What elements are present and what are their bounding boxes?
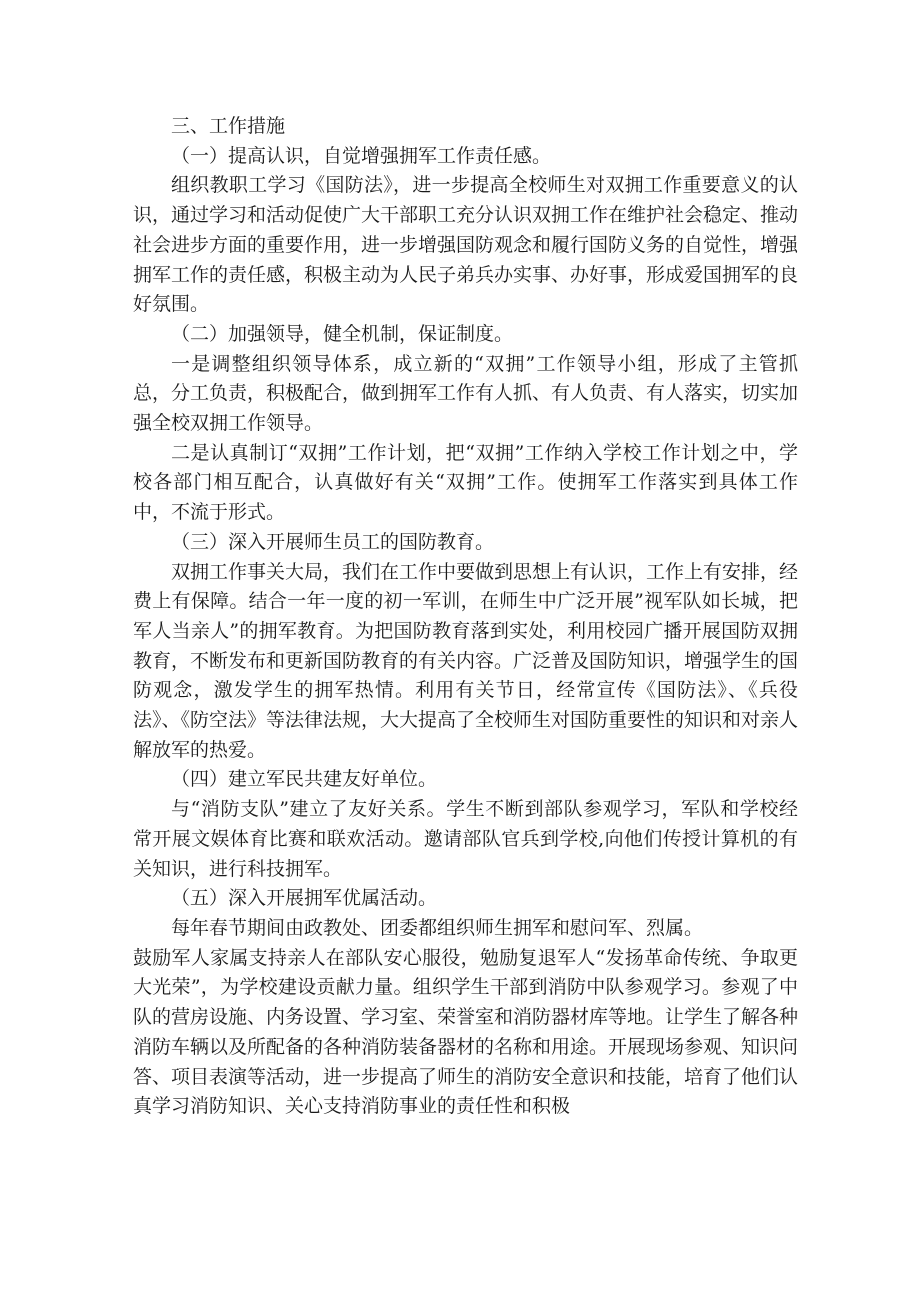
subheading-5: （五）深入开展拥军优属活动。 — [171, 887, 438, 910]
subheading-1: （一）提高认识，自觉增强拥军工作责任感。 — [171, 144, 552, 167]
section-heading: 三、工作措施 — [171, 115, 286, 137]
paragraph-5-1: 每年春节期间由政教处、团委都组织师生拥军和慰问军、烈属。 — [171, 916, 704, 939]
paragraph-1-1: 组织教职工学习《国防法》，进一步提高全校师生对双拥工作重要意义的认识，通过学习和活动促使广大干部职工充分认识双拥工作在维护社会稳定、推动社会进步方面的重要作用，进一步增强国防观念和履行国防义务的自觉性，增强拥军工作的责任感，积极主动为人民子弟兵办实事、办好事，形成爱国拥军的良好氛围。 — [133, 174, 799, 316]
paragraph-2-1: 一是调整组织领导体系，成立新的“双拥”工作领导小组，形成了主管抓总，分工负责，积极配合，做到拥军工作有人抓、有人负责、有人落实，切实加强全校双拥工作领导。 — [133, 352, 799, 435]
paragraph-4-1: 与“消防支队”建立了友好关系。学生不断到部队参观学习，军队和学校经常开展文娱体育比赛和联欢活动。邀请部队官兵到学校,向他们传授计算机的有关知识，进行科技拥军。 — [133, 798, 798, 880]
subheading-4: （四）建立军民共建友好单位。 — [171, 768, 438, 791]
subheading-3: （三）深入开展师生员工的国防教育。 — [171, 530, 495, 553]
closing-paragraph: 鼓励军人家属支持亲人在部队安心服役，勉励复退军人“发扬革命传统、争取更大光荣”，为学校建设贡献力量。组织学生干部到消防中队参观学习。参观了中队的营房设施、内务设置、学习室、荣誉室和消防器材库等地。让学生了解各种消防车辆以及所配备的各种消防装备器材的名称和用途。开展现场参观、知识问答、项目表演等活动，进一步提高了师生的消防安全意识和技能，培育了他们认真学习消防知识、关心支持消防事业的责任性和积极 — [133, 946, 799, 1118]
paragraph-3-1: 双拥工作事关大局，我们在工作中要做到思想上有认识，工作上有安排，经费上有保障。结合一年一度的初一军训，在师生中广泛开展”视军队如长城，把军人当亲人”的拥军教育。为把国防教育落到实处，利用校园广播开展国防双拥教育，不断发布和更新国防教育的有关内容。广泛普及国防知识，增强学生的国防观念，激发学生的拥军热情。利用有关节日，经常宣传《国防法》、《兵役法》、《防空法》等法律法规，大大提高了全校师生对国防重要性的知识和对亲人解放军的热爱。 — [133, 560, 799, 761]
subheading-2: （二）加强领导，健全机制，保证制度。 — [171, 322, 514, 345]
document-body — [133, 112, 798, 1122]
paragraph-2-2: 二是认真制订“双拥”工作计划，把“双拥”工作纳入学校工作计划之中，学校各部门相互配合，认真做好有关“双拥”工作。使拥军工作落实到具体工作中，不流于形式。 — [133, 441, 798, 524]
